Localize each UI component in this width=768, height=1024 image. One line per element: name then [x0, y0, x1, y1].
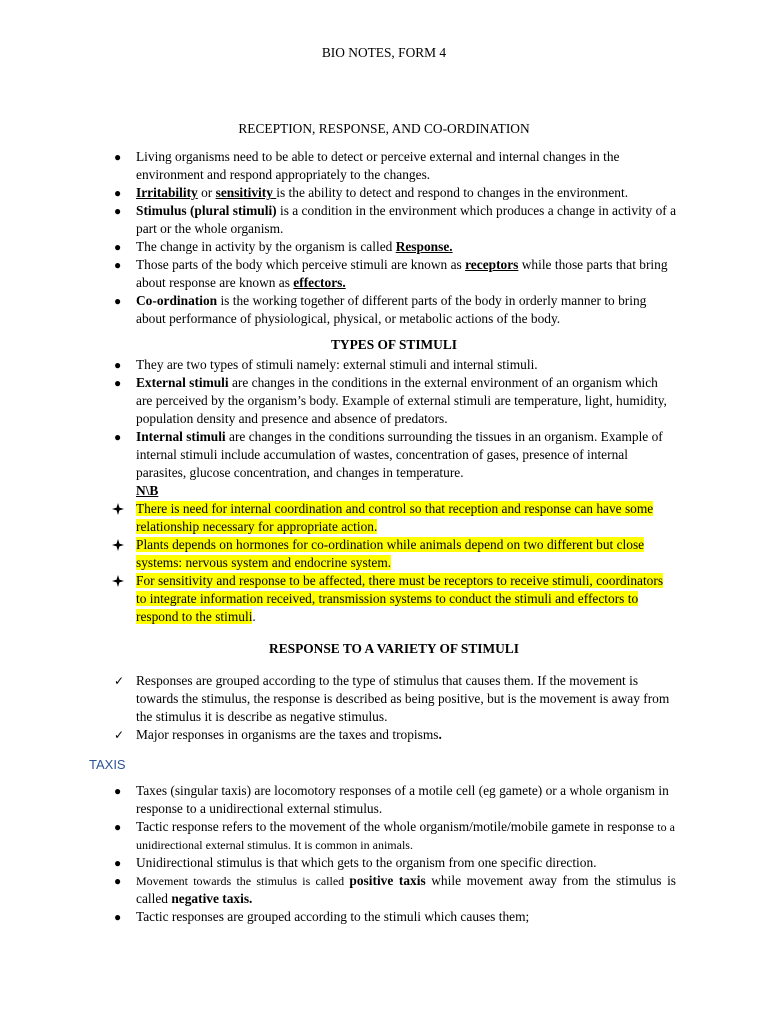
bullet-icon: ● — [114, 874, 122, 888]
section-heading-taxis: TAXIS — [89, 757, 126, 772]
types-list — [112, 356, 676, 482]
bullet-icon: ● — [114, 784, 122, 798]
bullet-icon: ● — [114, 910, 122, 924]
bullet-icon: ● — [114, 150, 122, 164]
list-item: ● Irritability or sensitivity is the ability to detect and respond to changes in the environment. — [114, 185, 629, 200]
diamond-bullet-icon — [112, 539, 124, 551]
list-item: ✓ Major responses in organisms are the taxes and tropisms. — [114, 727, 442, 742]
list-item: ● Taxes (singular taxis) are locomotory responses of a motile cell (eg gamete) or a whole organism in response to a unidirectional external stimulus. — [114, 783, 669, 816]
taxis-list — [112, 782, 676, 926]
bullet-icon: ● — [114, 240, 122, 254]
checkmark-icon: ✓ — [114, 728, 125, 742]
intro-list — [112, 148, 676, 328]
notes-list — [112, 500, 676, 626]
list-item: ● Movement towards the stimulus is called positive taxis while movement away from the stimulus is called negative taxis. — [114, 873, 677, 906]
list-item: ● Internal stimuli are changes in the conditions surrounding the tissues in an organism. Example of internal stimuli include accumulation of wastes, concentration of gases, presence of internal parasites, glucose concentration, and changes in temperature. — [114, 429, 663, 480]
bullet-icon: ● — [114, 856, 122, 870]
page-header: BIO NOTES, FORM 4 — [321, 45, 447, 60]
list-item: For sensitivity and response to be affected, there must be receptors to receive stimuli, coordinators to integrate information received, transmission systems to conduct the stimuli and effectors to respond to the stimuli. — [112, 572, 676, 626]
list-item: ✓ Responses are grouped according to the type of stimulus that causes them. If the movement is towards the stimulus, the response is described as being positive, but is the movement is away from the stimulus it is describe as negative stimulus. — [114, 673, 670, 724]
list-item: ● Unidirectional stimulus is that which gets to the organism from one specific direction. — [114, 855, 597, 870]
bullet-icon: ● — [114, 376, 122, 390]
document-body — [89, 148, 677, 926]
list-item: ● The change in activity by the organism is called Response. — [114, 239, 453, 254]
bullet-icon: ● — [114, 204, 122, 218]
section-heading-response: RESPONSE TO A VARIETY OF STIMULI — [269, 641, 519, 656]
document-title: RECEPTION, RESPONSE, AND CO-ORDINATION — [238, 121, 530, 136]
list-item: There is need for internal coordination and control so that reception and response can have some relationship necessary for appropriate action. — [112, 500, 676, 536]
bullet-icon: ● — [114, 820, 122, 834]
list-item: Plants depends on hormones for co-ordination while animals depend on two different but close systems: nervous system and endocrine system. — [112, 536, 676, 572]
diamond-bullet-icon — [112, 575, 124, 587]
list-item: ● Tactic responses are grouped according to the stimuli which causes them; — [114, 909, 530, 924]
list-item: ● Co-ordination is the working together of different parts of the body in orderly manner to bring about performance of physiological, physical, or metabolic actions of the body. — [114, 293, 647, 326]
section-heading-types: TYPES OF STIMULI — [331, 337, 457, 352]
list-item: ● Tactic response refers to the movement of the whole organism/motile/mobile gamete in response to a unidirectional external stimulus. It is common in animals. — [114, 819, 675, 852]
bullet-icon: ● — [114, 358, 122, 372]
list-item: ● External stimuli are changes in the conditions in the external environment of an organism which are perceived by the organism’s body. Example of external stimuli are temperature, light, humidity, population density and presence and absence of predators. — [114, 375, 667, 426]
bullet-icon: ● — [114, 294, 122, 308]
diamond-bullet-icon — [112, 503, 124, 515]
bullet-icon: ● — [114, 430, 122, 444]
response-list — [112, 672, 676, 744]
checkmark-icon: ✓ — [114, 674, 125, 688]
list-item: ● Those parts of the body which perceive stimuli are known as receptors while those parts that bring about response are known as effectors. — [114, 257, 668, 290]
list-item: ● They are two types of stimuli namely: external stimuli and internal stimuli. — [114, 357, 538, 372]
list-item: ● Stimulus (plural stimuli) is a condition in the environment which produces a change in activity of a part or the whole organism. — [114, 203, 677, 236]
list-item: ● Living organisms need to be able to detect or perceive external and internal changes in the environment and respond appropriately to the changes. — [114, 149, 620, 182]
bullet-icon: ● — [114, 258, 122, 272]
note-label: N\B — [136, 483, 159, 498]
bullet-icon: ● — [114, 186, 122, 200]
